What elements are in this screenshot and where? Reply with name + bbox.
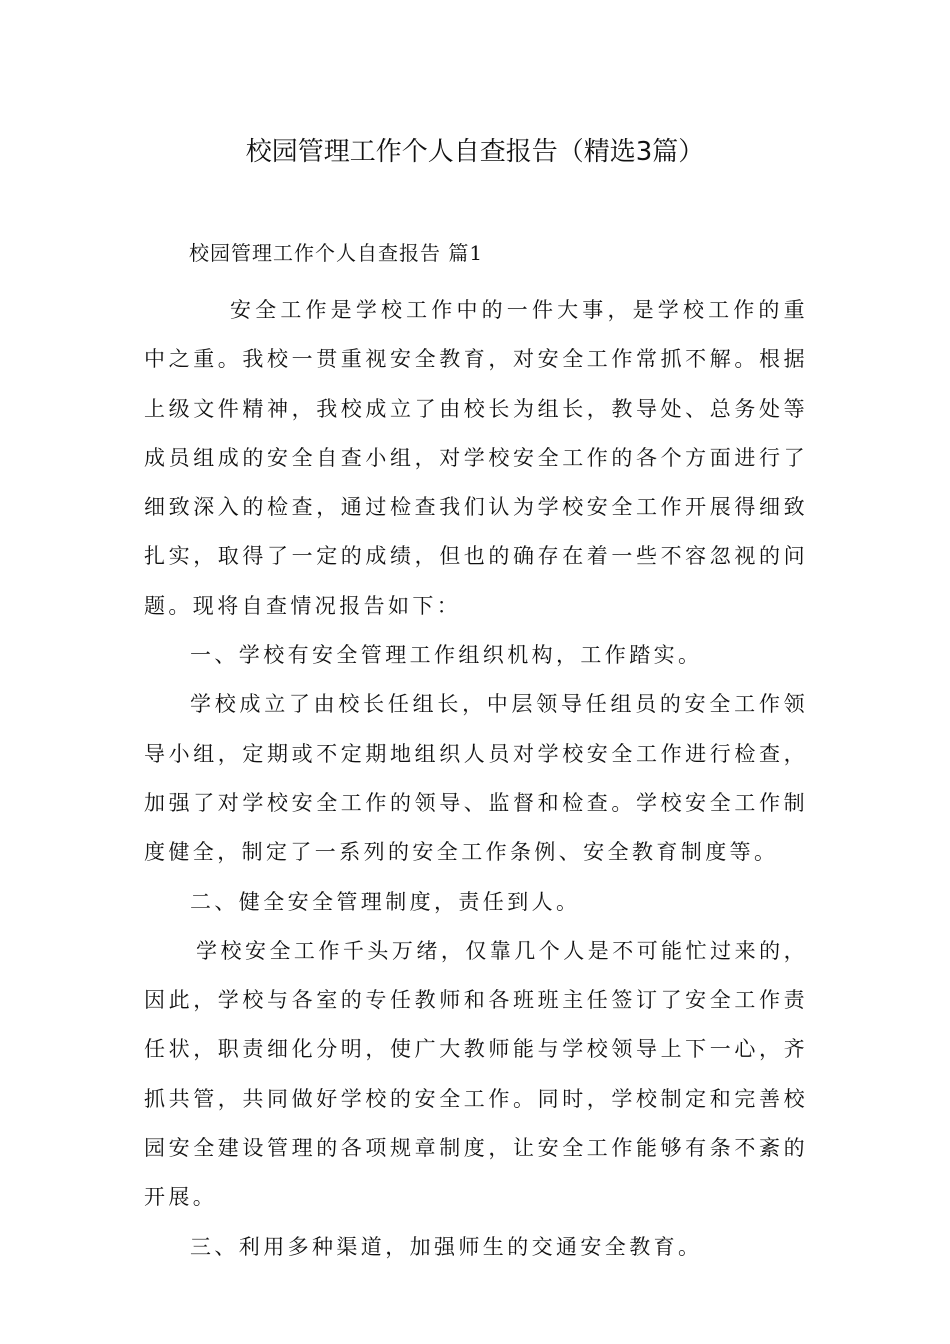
heading-item-3: 三、利用多种渠道，加强师生的交通安全教育。 (190, 1234, 703, 1259)
document-body (144, 286, 808, 1272)
section-heading: 校园管理工作个人自查报告 篇1 (189, 241, 484, 265)
heading-item-1: 一、学校有安全管理工作组织机构，工作踏实。 (190, 643, 703, 668)
paragraph-intro: 安全工作是学校工作中的一件大事，是学校工作的重中之重。我校一贯重视安全教育，对安全工作常抓不解。根据上级文件精神，我校成立了由校长为组长，教导处、总务处等成员组成的安全自查小组，对学校安全工作的各个方面进行了细致深入的检查，通过检查我们认为学校安全工作开展得细致扎实，取得了一定的成绩，但也的确存在着一些不容忽视的问题。现将自查情况报告如下： (144, 298, 808, 618)
document-title: 校园管理工作个人自查报告（精选3篇） (245, 137, 705, 167)
heading-item-2: 二、健全安全管理制度，责任到人。 (190, 889, 581, 914)
paragraph-item-1: 学校成立了由校长任组长，中层领导任组员的安全工作领导小组，定期或不定期地组织人员对学校安全工作进行检查，加强了对学校安全工作的领导、监督和检查。学校安全工作制度健全，制定了一系列的安全工作条例、安全教育制度等。 (144, 692, 808, 865)
paragraph-item-2: 学校安全工作千头万绪，仅靠几个人是不可能忙过来的，因此，学校与各室的专任教师和各班班主任签订了安全工作责任状，职责细化分明，使广大教师能与学校领导上下一心，齐抓共管，共同做好学校的安全工作。同时，学校制定和完善校园安全建设管理的各项规章制度，让安全工作能够有条不紊的开展。 (144, 938, 808, 1210)
